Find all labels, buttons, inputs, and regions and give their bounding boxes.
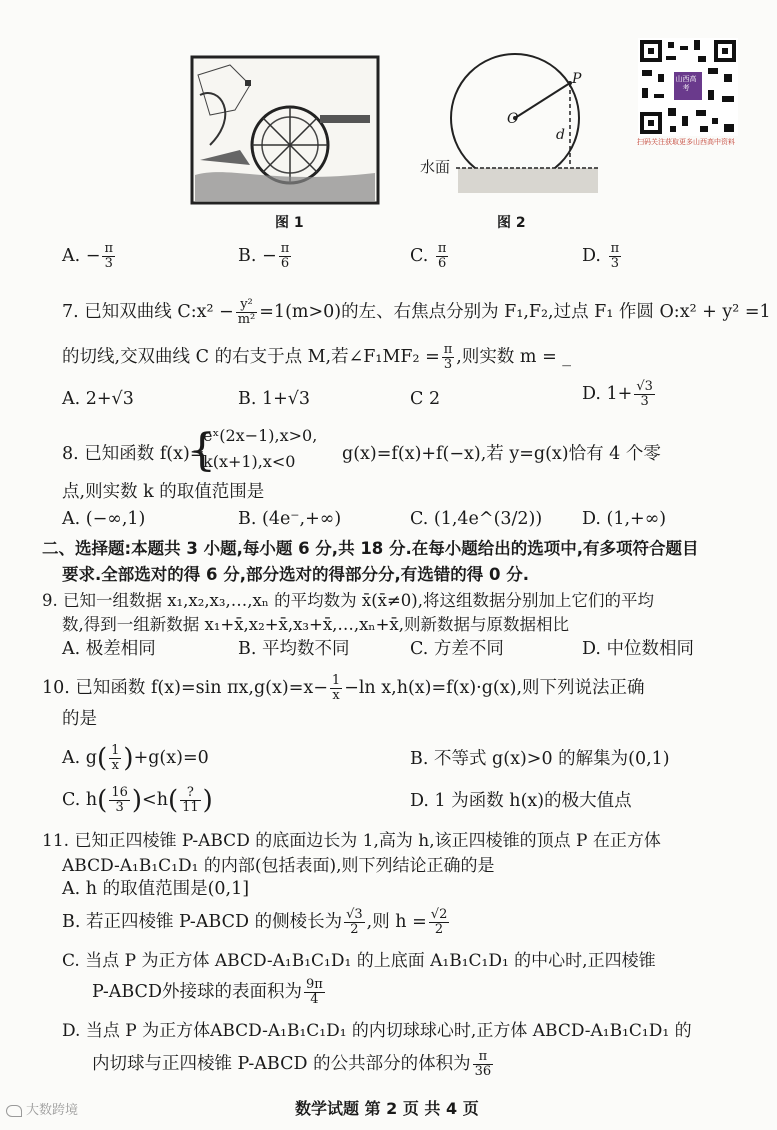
q7-line-2: 的切线,交双曲线 C 的右支于点 M,若∠F₁MF₂ = $\frac{\pi}{3}$ ,则实数 m = _ xyxy=(62,342,572,372)
q8-option-b: B. (4e⁻,+∞) xyxy=(238,509,342,529)
q8-piecewise-brace: { xyxy=(188,425,216,476)
distance-d-label: d xyxy=(556,127,565,143)
qr-logo-text: 山西高考 xyxy=(675,75,697,92)
q11-line-1: 11. 已知正四棱锥 P-ABCD 的底面边长为 1,高为 h,该正四棱锥的顶点 P 在正方体 xyxy=(42,831,661,851)
q7-option-c: C 2 xyxy=(410,389,441,409)
q9-option-c: C. 方差不同 xyxy=(410,639,504,659)
q11-option-a: A. h 的取值范围是(0,1] xyxy=(62,879,250,899)
q11-option-b: B. 若正四棱锥 P-ABCD 的侧棱长为 $\frac{√3}{2}$ ,则 h = $\frac{√2}{2}$ xyxy=(62,907,448,937)
q10-line-2: 的是 xyxy=(62,709,97,729)
q6-option-c: C. $\frac{\pi}{6}$ xyxy=(410,241,447,271)
q11-option-c-line-1: C. 当点 P 为正方体 ABCD-A₁B₁C₁D₁ 的上底面 A₁B₁C₁D₁ 的中心时,正四棱锥 xyxy=(62,951,656,971)
q9-option-a: A. 极差相同 xyxy=(62,639,156,659)
q8-option-c: C. (1,4e^(3/2)) xyxy=(410,509,543,529)
q6-option-d: D. $\frac{\pi}{3}$ xyxy=(582,241,620,271)
figure-1-caption: 图 1 xyxy=(275,215,304,231)
q8-case-1: eˣ(2x−1),x>0, xyxy=(203,426,318,445)
q7-option-a: A. 2+√3 xyxy=(62,389,134,409)
q10-option-b: B. 不等式 g(x)>0 的解集为(0,1) xyxy=(410,749,670,769)
section-2-line-2: 要求.全部选对的得 6 分,部分选对的得部分分,有选错的得 0 分. xyxy=(62,565,530,584)
q9-option-d: D. 中位数相同 xyxy=(582,639,695,659)
point-o-label: O xyxy=(507,111,519,127)
q6-option-b: B. − $\frac{\pi}{6}$ xyxy=(238,241,290,271)
q8-option-d: D. (1,+∞) xyxy=(582,509,667,529)
q9-line-1: 9. 已知一组数据 x₁,x₂,x₃,…,xₙ 的平均数为 x̄(x̄≠0),将这组数据分别加上它们的平均 xyxy=(42,591,654,610)
figure-1 xyxy=(190,55,380,205)
q8-line-1-tail: g(x)=f(x)+f(−x),若 y=g(x)恰有 4 个零 xyxy=(342,444,661,464)
water-surface-label: 水面 xyxy=(420,158,451,176)
q9-option-b: B. 平均数不同 xyxy=(238,639,350,659)
q8-line-2: 点,则实数 k 的取值范围是 xyxy=(62,482,265,502)
page-footer: 数学试题 第 2 页 共 4 页 xyxy=(295,1099,479,1118)
q10-line-1: 10. 已知函数 f(x)=sin πx,g(x)=x− $\frac{1}{x}$ −ln x,h(x)=f(x)·g(x),则下列说法正确 xyxy=(42,673,645,703)
q7-option-d: D. 1+ $\frac{√3}{3}$ xyxy=(582,379,653,409)
q10-option-d: D. 1 为函数 h(x)的极大值点 xyxy=(410,791,632,811)
water-wheel-illustration xyxy=(190,55,380,205)
q6-option-a: A. − $\frac{\pi}{3}$ xyxy=(62,241,113,271)
qr-caption: 扫码关注获取更多山西高中资料 xyxy=(637,138,735,146)
q8-case-2: k(x+1),x<0 xyxy=(203,452,296,471)
q8-line-1-lead: 8. 已知函数 f(x)= xyxy=(62,444,205,464)
q7-option-b: B. 1+√3 xyxy=(238,389,311,409)
point-p-label: P xyxy=(572,71,582,87)
q11-line-2: ABCD-A₁B₁C₁D₁ 的内部(包括表面),则下列结论正确的是 xyxy=(62,856,495,876)
figure-2-caption: 图 2 xyxy=(497,215,526,231)
q7-line-1: 7. 已知双曲线 C:x² − $\frac{\text{y²}}{\text{m²}}$ =1(m>0)的左、右焦点分别为 F₁,F₂,过点 F₁ 作圆 O:x² + y² =1 xyxy=(62,297,771,327)
watermark-logo-icon xyxy=(6,1105,22,1117)
q10-option-c: C. h( $\frac{16}{3}$ )<h( $\frac{?}{11}$ ) xyxy=(62,785,213,816)
section-2-line-1: 二、选择题:本题共 3 小题,每小题 6 分,共 18 分.在每小题给出的选项中,有多项符合题目 xyxy=(42,539,699,558)
q11-option-c-line-2: P-ABCD外接球的表面积为 $\frac{9\pi}{4}$ xyxy=(92,977,323,1007)
watermark: 大数跨境 xyxy=(6,1100,78,1122)
q8-option-a: A. (−∞,1) xyxy=(62,509,146,529)
q10-option-a: A. g( $\frac{1}{x}$ )+g(x)=0 xyxy=(62,743,209,774)
q11-option-d-line-1: D. 当点 P 为正方体ABCD-A₁B₁C₁D₁ 的内切球球心时,正方体 ABCD-A₁B₁C₁D₁ 的 xyxy=(62,1021,692,1041)
q11-option-d-line-2: 内切球与正四棱锥 P-ABCD 的公共部分的体积为 $\frac{\pi}{36}$ xyxy=(92,1049,492,1079)
q9-line-2: 数,得到一组新数据 x₁+x̄,x₂+x̄,x₃+x̄,…,xₙ+x̄,则新数据与原数据相比 xyxy=(62,615,569,634)
